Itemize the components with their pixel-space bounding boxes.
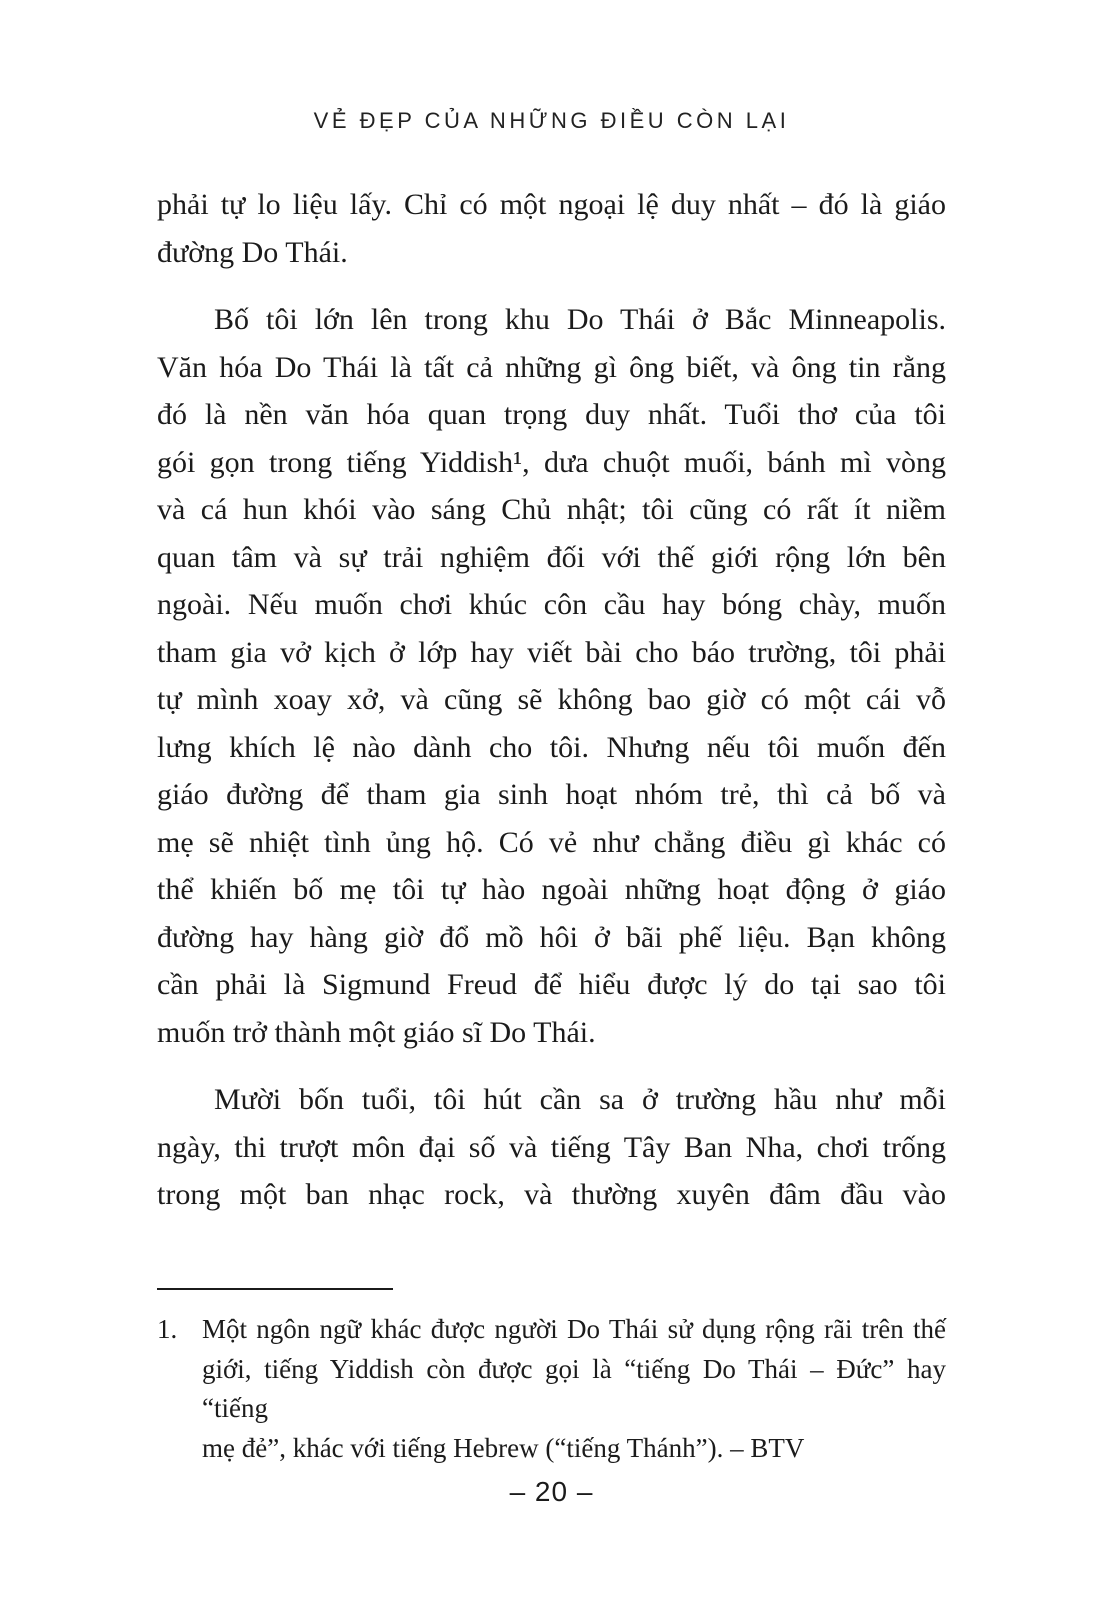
text-line: tự mình xoay xở, và cũng sẽ không bao giờ có một cái vỗ — [157, 683, 946, 716]
footnote-line: mẹ đẻ”, khác với tiếng Hebrew (“tiếng Thánh”). – BTV — [202, 1432, 805, 1463]
footnote-line: giới, tiếng Yiddish còn được gọi là “tiếng Do Thái – Đức” hay “tiếng — [202, 1353, 946, 1423]
text-line: ngoài. Nếu muốn chơi khúc côn cầu hay bóng chày, muốn — [157, 588, 946, 621]
text-line: phải tự lo liệu lấy. Chỉ có một ngoại lệ duy nhất – đó là giáo — [157, 188, 946, 221]
paragraph — [157, 296, 946, 1056]
text-line: ngày, thi trượt môn đại số và tiếng Tây Ban Nha, chơi trống — [157, 1130, 946, 1164]
text-line: đường Do Thái. — [157, 235, 348, 269]
body-text — [157, 181, 946, 1219]
text-line: trong một ban nhạc rock, và thường xuyên đâm đầu vào — [157, 1178, 946, 1211]
text-line: đó là nền văn hóa quan trọng duy nhất. Tuổi thơ của tôi — [157, 398, 946, 431]
footnote-line: Một ngôn ngữ khác được người Do Thái sử dụng rộng rãi trên thế — [202, 1314, 946, 1344]
footnote — [157, 1310, 946, 1468]
text-line: Bố tôi lớn lên trong khu Do Thái ở Bắc Minneapolis. — [214, 303, 946, 336]
text-line: Mười bốn tuổi, tôi hút cần sa ở trường hầu như mỗi — [214, 1083, 946, 1116]
text-line: gói gọn trong tiếng Yiddish¹, dưa chuột muối, bánh mì vòng — [157, 445, 946, 479]
text-line: lưng khích lệ nào dành cho tôi. Nhưng nếu tôi muốn đến — [157, 730, 946, 764]
text-line: cần phải là Sigmund Freud để hiểu được lý do tại sao tôi — [157, 968, 946, 1001]
page-number: – 20 – — [509, 1476, 594, 1507]
text-line: quan tâm và sự trải nghiệm đối với thế giới rộng lớn bên — [157, 540, 946, 574]
text-line: Văn hóa Do Thái là tất cả những gì ông biết, và ông tin rằng — [157, 350, 946, 384]
paragraph — [157, 1076, 946, 1219]
text-line: và cá hun khói vào sáng Chủ nhật; tôi cũng có rất ít niềm — [157, 493, 946, 526]
text-line: mẹ sẽ nhiệt tình ủng hộ. Có vẻ như chẳng điều gì khác có — [157, 825, 946, 859]
text-line: đường hay hàng giờ đổ mồ hôi ở bãi phế liệu. Bạn không — [157, 920, 946, 954]
text-line: giáo đường để tham gia sinh hoạt nhóm trẻ, thì cả bố và — [157, 778, 946, 811]
text-line: thể khiến bố mẹ tôi tự hào ngoài những hoạt động ở giáo — [157, 873, 946, 906]
text-line: muốn trở thành một giáo sĩ Do Thái. — [157, 1015, 596, 1049]
running-header: VẺ ĐẸP CỦA NHỮNG ĐIỀU CÒN LẠI — [313, 108, 790, 133]
paragraph — [157, 181, 946, 276]
footnote-separator — [157, 1288, 393, 1290]
footnote-marker: 1. — [157, 1314, 178, 1344]
footnote-lines — [202, 1310, 946, 1468]
text-line: tham gia vở kịch ở lớp hay viết bài cho báo trường, tôi phải — [157, 635, 946, 669]
